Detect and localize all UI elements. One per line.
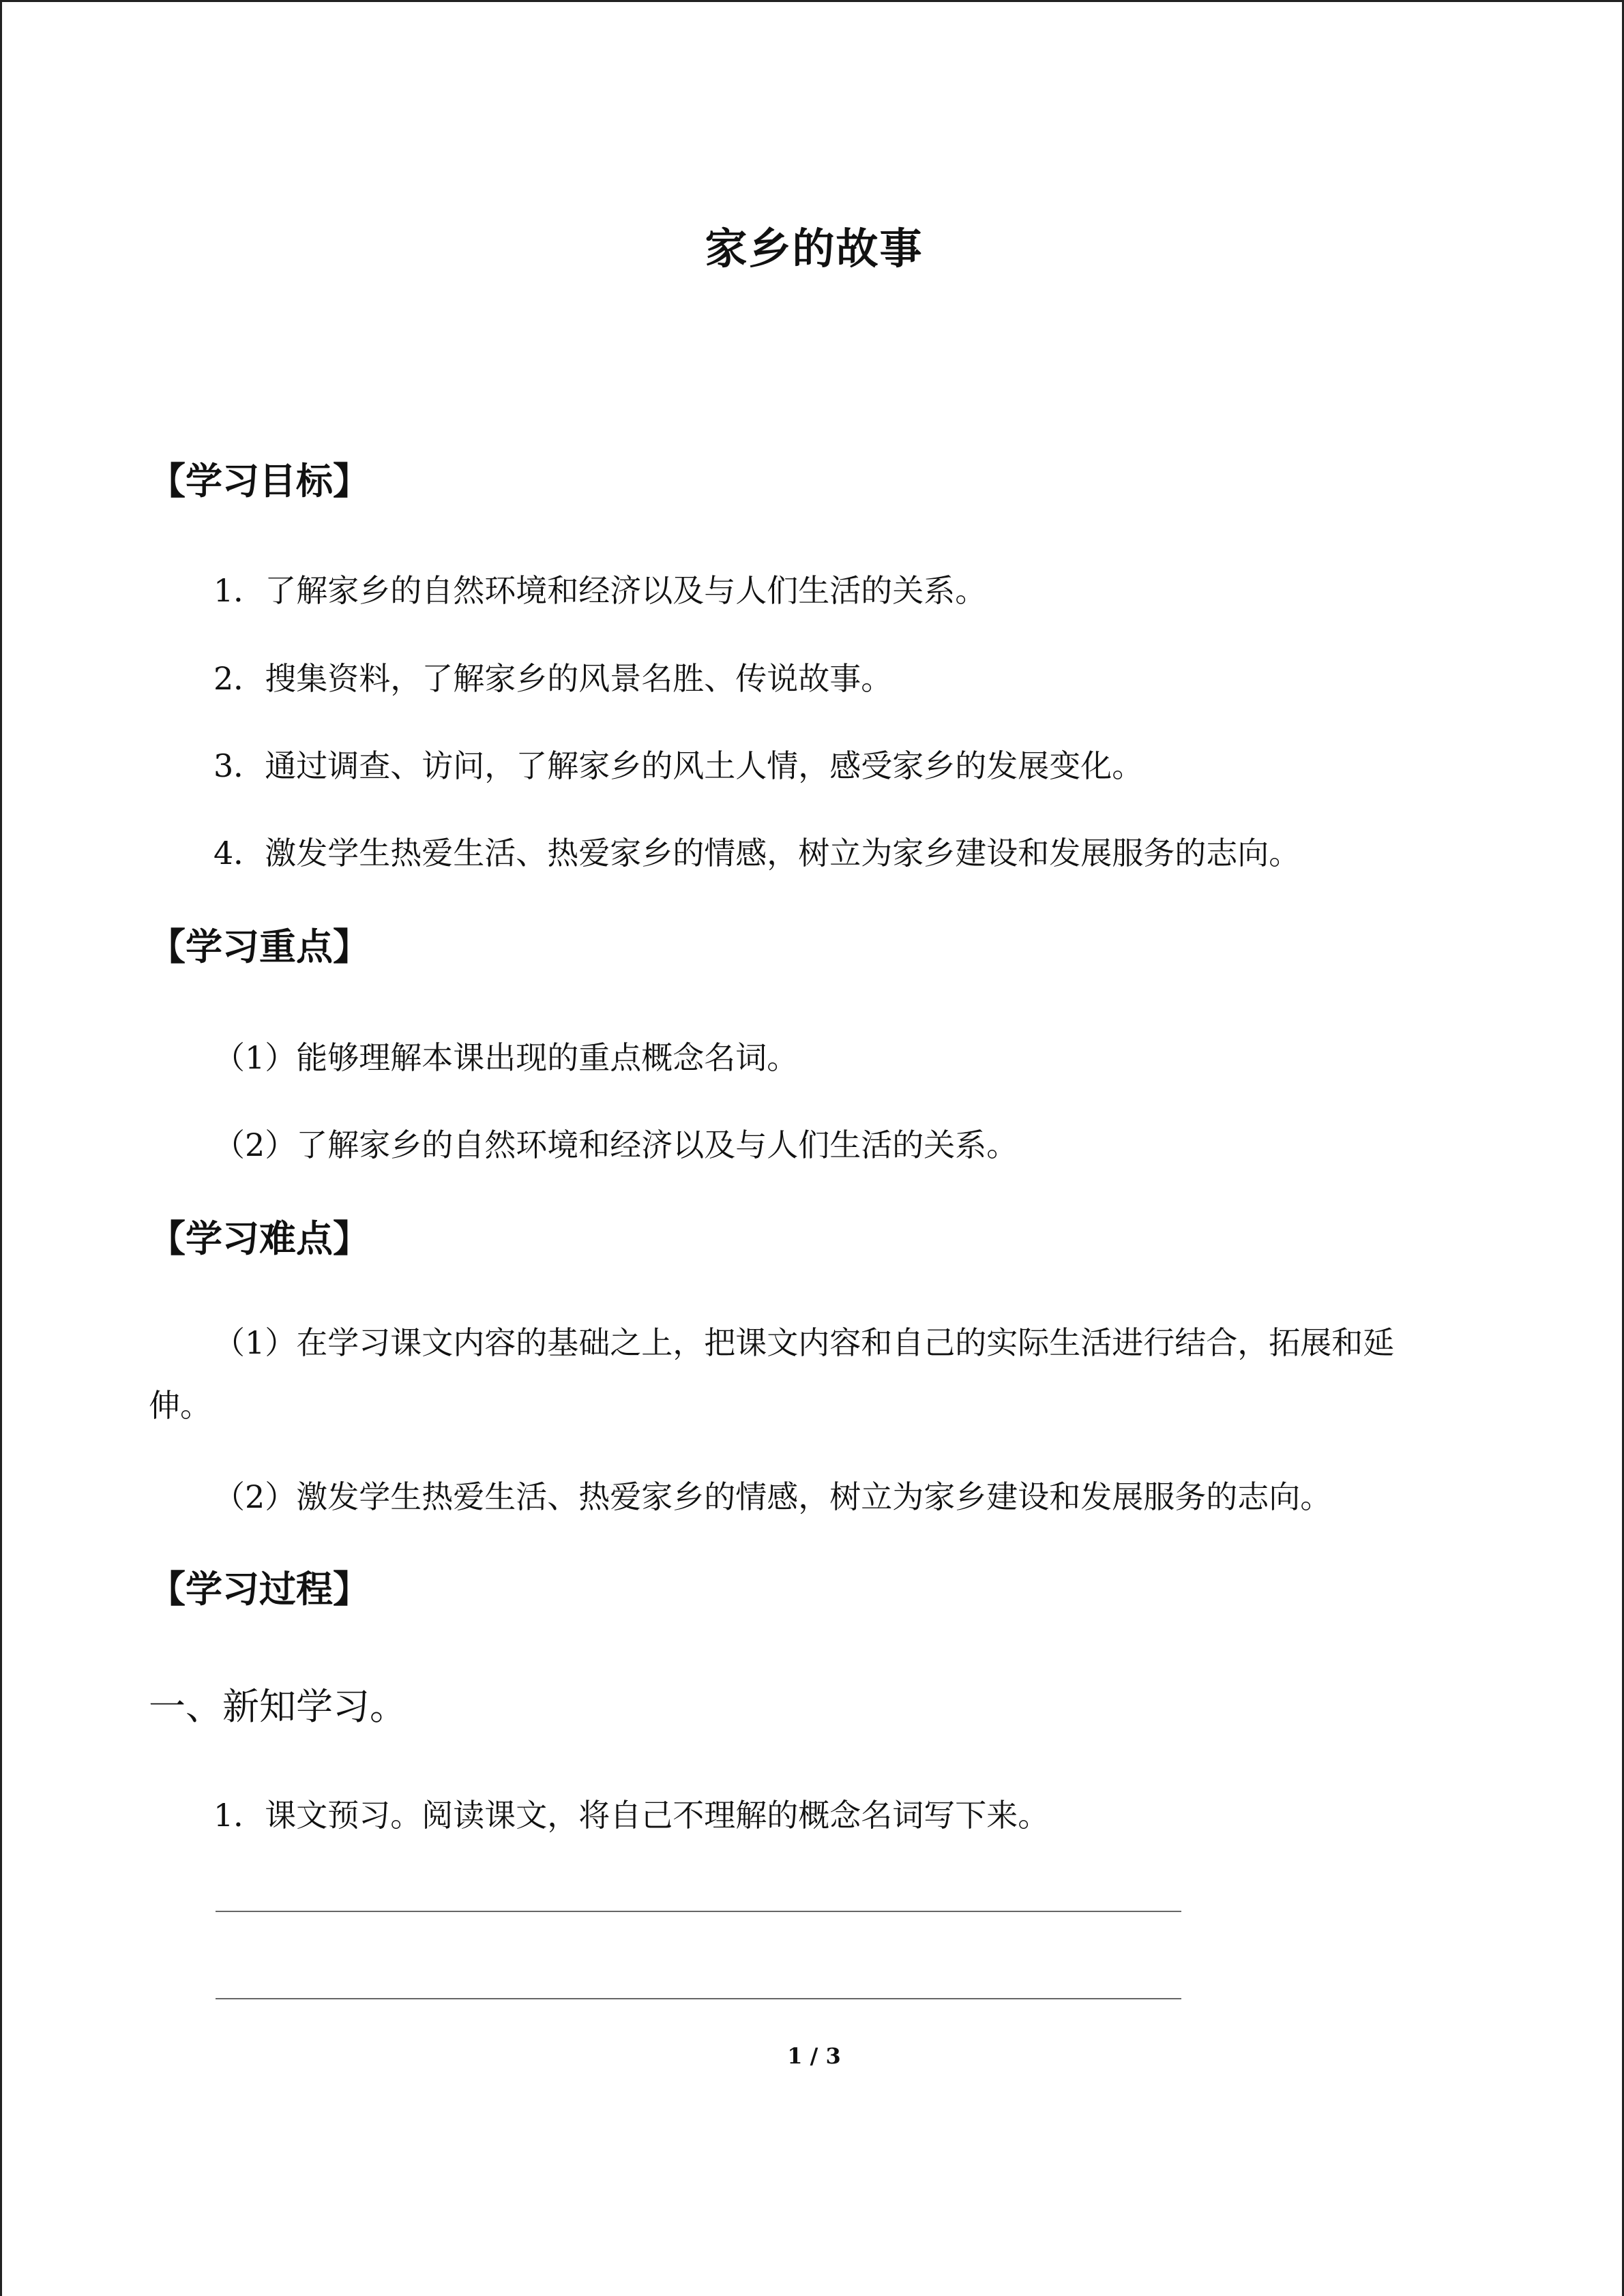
process-section-title: 一、新知学习。: [149, 1685, 407, 1728]
difficulties-heading: 【学习难点】: [149, 1217, 370, 1260]
objective-item: 3．通过调查、访问，了解家乡的风土人情，感受家乡的发展变化。: [213, 747, 1144, 784]
key-point-item: （2）了解家乡的自然环境和经济以及与人们生活的关系。: [213, 1127, 1018, 1163]
objective-item: 2．搜集资料，了解家乡的风景名胜、传说故事。: [213, 660, 893, 697]
objective-item: 1．了解家乡的自然环境和经济以及与人们生活的关系。: [213, 572, 987, 609]
objectives-heading: 【学习目标】: [149, 459, 370, 503]
objective-item: 4．激发学生热爱生活、热爱家乡的情感，树立为家乡建设和发展服务的志向。: [213, 835, 1301, 871]
difficulty-item: （2）激发学生热爱生活、热爱家乡的情感，树立为家乡建设和发展服务的志向。: [213, 1478, 1332, 1515]
process-heading: 【学习过程】: [149, 1567, 370, 1611]
document-title: 家乡的故事: [705, 224, 924, 273]
page-number: 1 / 3: [787, 2043, 841, 2069]
key-point-item: （1）能够理解本课出现的重点概念名词。: [213, 1039, 799, 1076]
answer-line: [216, 1998, 1181, 1999]
difficulty-item: （1）在学习课文内容的基础之上，把课文内容和自己的实际生活进行结合，拓展和延伸。: [149, 1324, 1395, 1424]
answer-line: [216, 1911, 1181, 1912]
key-points-heading: 【学习重点】: [149, 925, 370, 968]
process-item: 1．课文预习。阅读课文，将自己不理解的概念名词写下来。: [213, 1797, 1050, 1834]
